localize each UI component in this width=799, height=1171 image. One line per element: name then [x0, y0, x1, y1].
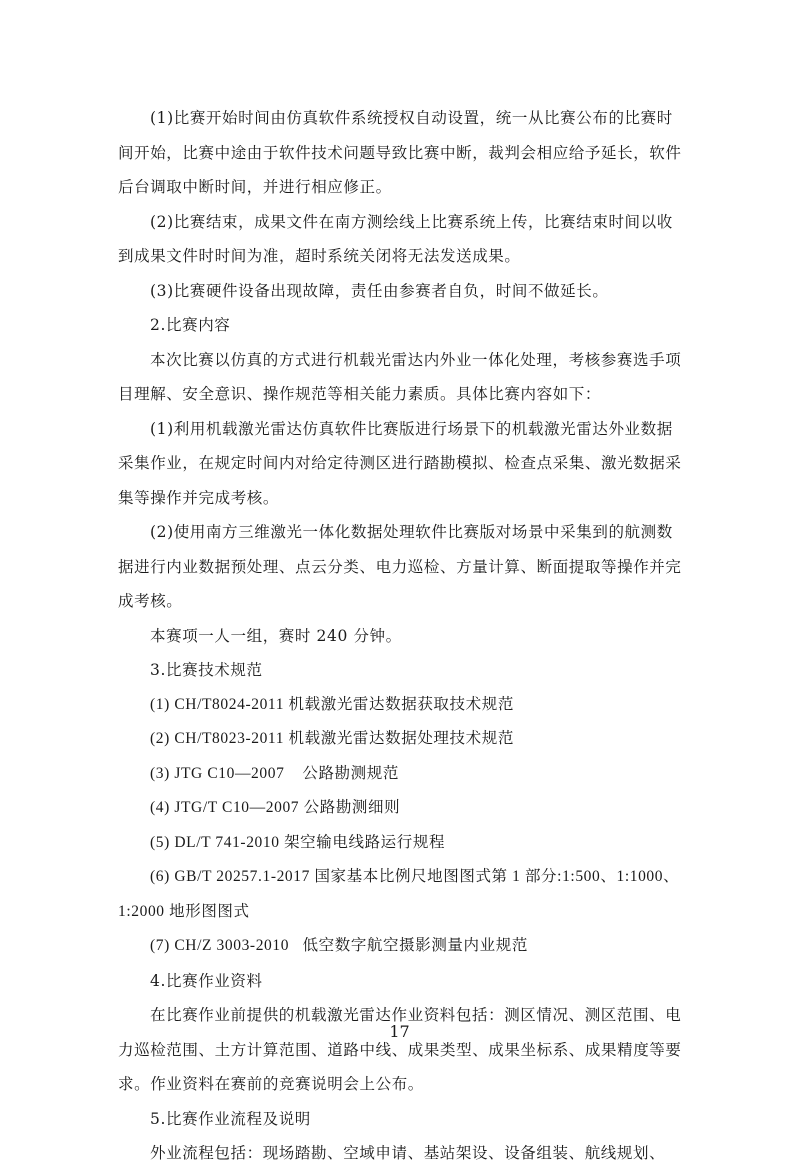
- paragraph-content-intro: 本次比赛以仿真的方式进行机载光雷达内外业一体化处理，考核参赛选手项目理解、安全意识、操作规范等相关能力素质。具体比赛内容如下：: [118, 350, 682, 403]
- page-body: [118, 101, 684, 1171]
- section-heading-standards: 3.比赛技术规范: [150, 661, 263, 679]
- paragraph-office-work: (2)使用南方三维激光一体化数据处理软件比赛版对场景中采集到的航测数据进行内业数据预处理、点云分类、电力巡检、方量计算、断面提取等操作并完成考核。: [118, 523, 682, 610]
- standard-item-1: (1) CH/T8024-2011 机载激光雷达数据获取技术规范: [150, 695, 514, 713]
- paragraph-field-work: (1)利用机载激光雷达仿真软件比赛版进行场景下的机载激光雷达外业数据采集作业，在规定时间内对给定待测区进行踏勘模拟、检查点采集、激光数据采集等操作并完成考核。: [118, 419, 682, 507]
- standard-item-2: (2) CH/T8023-2011 机载激光雷达数据处理技术规范: [150, 730, 514, 747]
- paragraph-materials: 在比赛作业前提供的机载激光雷达作业资料包括：测区情况、测区范围、电力巡检范围、土方计算范围、道路中线、成果类型、成果坐标系、成果精度等要求。作业资料在赛前的竞赛说明会上公布。: [118, 1006, 682, 1093]
- paragraph-hardware-fault: (3)比赛硬件设备出现故障，责任由参赛者自负，时间不做延长。: [150, 281, 609, 300]
- standard-item-7: (7) CH/Z 3003-2010 低空数字航空摄影测量内业规范: [150, 937, 528, 954]
- standard-item-3: (3) JTG C10—2007 公路勘测规范: [150, 764, 399, 782]
- paragraph-start-time: (1)比赛开始时间由仿真软件系统授权自动设置，统一从比赛公布的比赛时间开始，比赛中途由于软件技术问题导致比赛中断，裁判会相应给予延长，软件后台调取中断时间，并进行相应修正。: [118, 109, 682, 196]
- section-heading-content: 2.比赛内容: [150, 316, 231, 334]
- section-heading-materials: 4.比赛作业资料: [150, 971, 263, 990]
- standard-item-6: (6) GB/T 20257.1-2017 国家基本比例尺地图图式第 1 部分:1:500、1:1000、1:2000 地形图图式: [118, 868, 680, 920]
- paragraph-end-time: (2)比赛结束，成果文件在南方测绘线上比赛系统上传，比赛结束时间以收到成果文件时时间为准，超时系统关闭将无法发送成果。: [118, 212, 673, 265]
- page-number: 17: [389, 1022, 410, 1041]
- section-heading-workflow: 5.比赛作业流程及说明: [150, 1109, 311, 1128]
- paragraph-duration: 本赛项一人一组，赛时 240 分钟。: [150, 626, 402, 645]
- standard-item-5: (5) DL/T 741-2010 架空输电线路运行规程: [150, 833, 446, 851]
- paragraph-workflow: 外业流程包括：现场踏勘、空域申请、基站架设、设备组装、航线规划、: [150, 1144, 666, 1162]
- standard-item-4: (4) JTG/T C10—2007 公路勘测细则: [150, 799, 401, 816]
